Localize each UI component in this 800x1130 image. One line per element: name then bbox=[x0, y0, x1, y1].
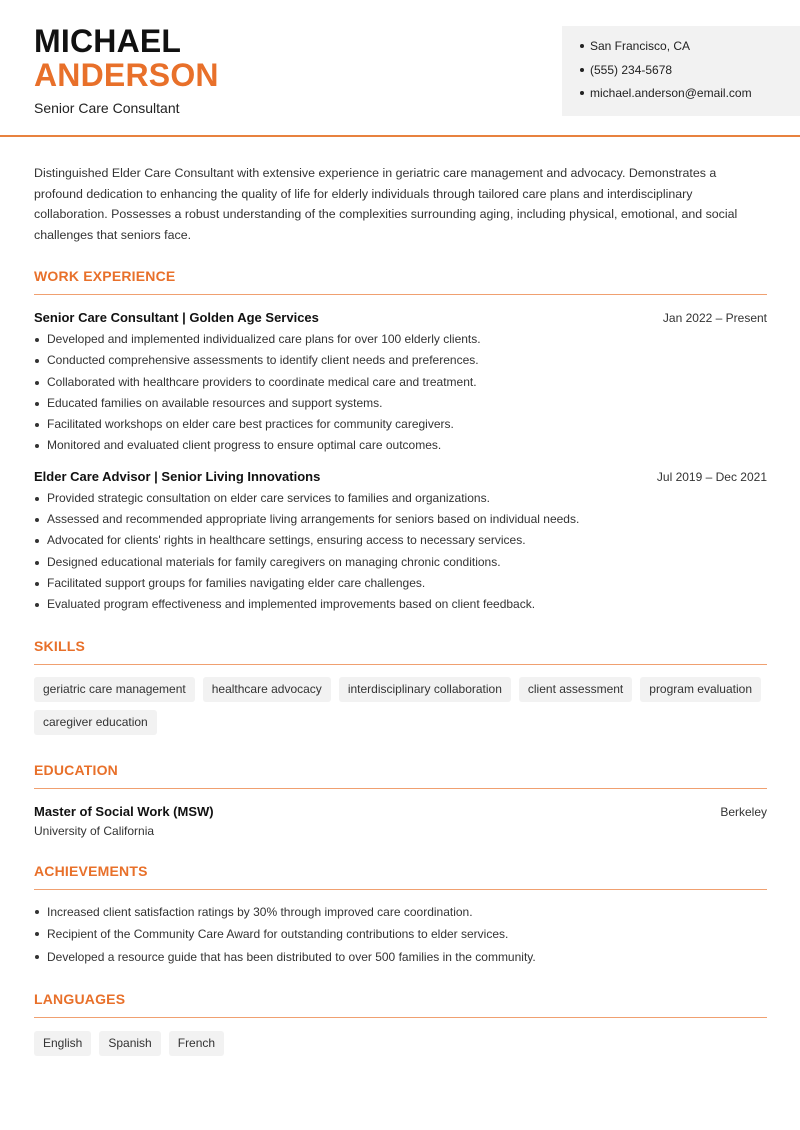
job-date: Jul 2019 – Dec 2021 bbox=[656, 469, 767, 484]
section-title-education: EDUCATION bbox=[34, 762, 767, 789]
skill-tag: program evaluation bbox=[640, 677, 761, 702]
languages-section bbox=[34, 991, 767, 1056]
education-degree: Master of Social Work (MSW) bbox=[34, 803, 214, 819]
job-header bbox=[34, 310, 767, 325]
candidate-name bbox=[34, 24, 219, 92]
skill-tag: healthcare advocacy bbox=[203, 677, 331, 702]
first-name: MICHAEL bbox=[34, 23, 182, 59]
list-item: Conducted comprehensive assessments to identify client needs and preferences. bbox=[34, 350, 767, 371]
contact-list bbox=[580, 38, 800, 109]
skill-tag: client assessment bbox=[519, 677, 632, 702]
list-item: Evaluated program effectiveness and implemented improvements based on client feedback. bbox=[34, 594, 767, 615]
list-item: Recipient of the Community Care Award for outstanding contributions to elder services. bbox=[34, 923, 767, 946]
section-title-languages: LANGUAGES bbox=[34, 991, 767, 1018]
contact-location: San Francisco, CA bbox=[580, 38, 800, 62]
skill-tag: interdisciplinary collaboration bbox=[339, 677, 511, 702]
list-item: Developed and implemented individualized care plans for over 100 elderly clients. bbox=[34, 329, 767, 350]
education-school: University of California bbox=[34, 823, 155, 838]
skill-tags bbox=[34, 677, 767, 735]
list-item: Educated families on available resources and support systems. bbox=[34, 393, 767, 414]
job-title: Elder Care Advisor | Senior Living Innovations bbox=[34, 468, 321, 484]
list-item: Designed educational materials for family caregivers on managing chronic conditions. bbox=[34, 552, 767, 573]
skill-tag: caregiver education bbox=[34, 710, 157, 735]
job-bullets bbox=[34, 488, 767, 616]
achievements-section bbox=[34, 863, 767, 969]
job-title: Senior Care Consultant | Golden Age Services bbox=[34, 310, 319, 325]
job-date: Jan 2022 – Present bbox=[662, 311, 767, 325]
resume-header bbox=[0, 0, 800, 137]
skill-tag: geriatric care management bbox=[34, 677, 195, 702]
section-title-work: WORK EXPERIENCE bbox=[34, 268, 767, 295]
education-location: Berkeley bbox=[720, 804, 767, 819]
list-item: Collaborated with healthcare providers to coordinate medical care and treatment. bbox=[34, 372, 767, 393]
achievement-list bbox=[34, 901, 767, 969]
education-section bbox=[34, 762, 767, 838]
contact-email[interactable]: michael.anderson@email.com bbox=[580, 85, 800, 109]
education-header bbox=[34, 804, 767, 819]
job-bullets bbox=[34, 329, 767, 457]
contact-box bbox=[562, 26, 800, 116]
job-entry bbox=[34, 469, 767, 616]
language-tag: English bbox=[34, 1031, 91, 1056]
list-item: Increased client satisfaction ratings by 30% through improved care coordination. bbox=[34, 901, 767, 924]
list-item: Advocated for clients' rights in healthcare settings, ensuring access to necessary services. bbox=[34, 530, 767, 551]
list-item: Provided strategic consultation on elder care services to families and organizations. bbox=[34, 488, 767, 509]
list-item: Monitored and evaluated client progress to ensure optimal care outcomes. bbox=[34, 435, 767, 456]
last-name: ANDERSON bbox=[34, 57, 219, 93]
job-header bbox=[34, 469, 767, 484]
list-item: Assessed and recommended appropriate living arrangements for seniors based on individual needs. bbox=[34, 509, 767, 530]
summary-paragraph: Distinguished Elder Care Consultant with extensive experience in geriatric care management and advocacy. Demonstrates a profound dedication to enhancing the quality of life for elderly individuals through tailored care plans and interdisciplinary collaboration. Possesses a robust understanding of the complexities surrounding aging, including physical, emotional, and social challenges that seniors face. bbox=[34, 166, 738, 242]
list-item: Facilitated workshops on elder care best practices for community caregivers. bbox=[34, 414, 767, 435]
skills-section bbox=[34, 638, 767, 735]
job-role: Senior Care Consultant bbox=[34, 100, 180, 116]
section-title-achievements: ACHIEVEMENTS bbox=[34, 863, 767, 890]
education-entry bbox=[34, 804, 767, 838]
contact-phone: (555) 234-5678 bbox=[580, 62, 800, 86]
list-item: Facilitated support groups for families navigating elder care challenges. bbox=[34, 573, 767, 594]
language-tag: Spanish bbox=[99, 1031, 160, 1056]
language-tags bbox=[34, 1031, 767, 1056]
language-tag: French bbox=[169, 1031, 224, 1056]
work-experience-section bbox=[34, 268, 767, 616]
job-entry bbox=[34, 310, 767, 457]
section-title-skills: SKILLS bbox=[34, 638, 767, 665]
resume-body bbox=[34, 137, 767, 1056]
list-item: Developed a resource guide that has been distributed to over 500 families in the community. bbox=[34, 946, 767, 969]
